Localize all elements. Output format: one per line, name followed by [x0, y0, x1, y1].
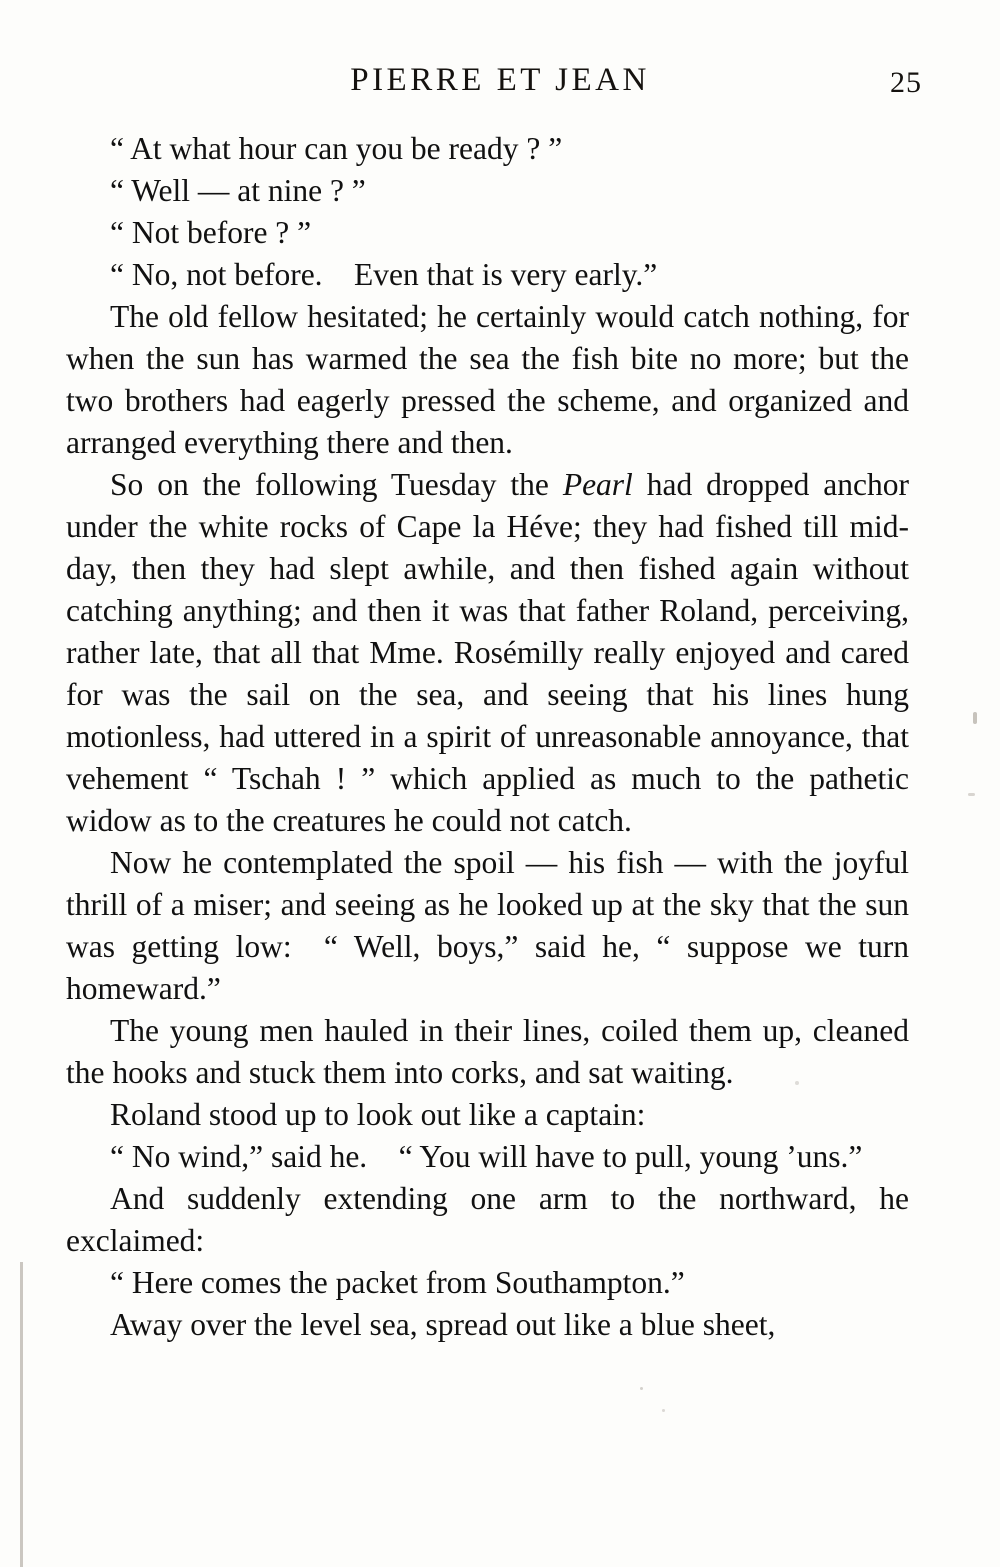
paragraph: Roland stood up to look out like a captain:: [110, 1097, 646, 1132]
paragraph-with-italic: [66, 464, 909, 842]
scan-artifact: [795, 1081, 799, 1085]
scan-artifact: [973, 712, 977, 724]
scan-artifact: [968, 793, 975, 796]
paragraph: “ No wind,” said he. “ You will have to pull, young ’uns.”: [110, 1139, 863, 1174]
paragraph: And suddenly extending one arm to the northward, he exclaimed:: [66, 1181, 909, 1258]
page-number: 25: [890, 66, 922, 99]
paragraph: “ Here comes the packet from Southampton.”: [110, 1265, 685, 1300]
body-text: [66, 128, 909, 1346]
scan-artifact: [20, 1262, 23, 1567]
paragraph: “ Well — at nine ? ”: [110, 173, 366, 208]
paragraph: “ No, not before. Even that is very early.”: [110, 257, 658, 292]
italic-ship-name: Pearl: [562, 467, 633, 502]
paragraph: Away over the level sea, spread out like a blue sheet,: [110, 1307, 776, 1342]
scan-artifact: [662, 1409, 665, 1412]
paragraph-text-after: had dropped anchor under the white rocks of Cape la Héve; they had fished till mid-day, then they had slept awhile, and then fished again without catching anything; and then it was that father Roland, perceiving, rather late, that all that Mme. Rosémilly really enjoyed and cared for was the sail on the sea, and seeing that his lines hung motionless, had uttered in a spirit of unreasonable annoyance, that vehement “ Tschah ! ” which applied as much to the pathetic widow as to the creatures he could not catch.: [66, 467, 909, 838]
paragraph: Now he contemplated the spoil — his fish — with the joyful thrill of a miser; and seeing as he looked up at the sky that the sun was getting low: “ Well, boys,” said he, “ suppose we turn homeward.”: [66, 845, 909, 1006]
paragraph: “ Not before ? ”: [110, 215, 312, 250]
scan-artifact: [640, 1387, 643, 1390]
paragraph: “ At what hour can you be ready ? ”: [110, 131, 563, 166]
page-title: PIERRE ET JEAN: [350, 62, 650, 98]
paragraph-text-before: So on the following Tuesday the: [110, 467, 563, 502]
paragraph: The old fellow hesitated; he certainly would catch nothing, for when the sun has warmed the sea the fish bite no more; but the two brothers had eagerly pressed the scheme, and organized and arranged everything there and then.: [66, 299, 909, 460]
running-head: [0, 62, 1000, 108]
paragraph: The young men hauled in their lines, coiled them up, cleaned the hooks and stuck them into corks, and sat waiting.: [66, 1013, 909, 1090]
